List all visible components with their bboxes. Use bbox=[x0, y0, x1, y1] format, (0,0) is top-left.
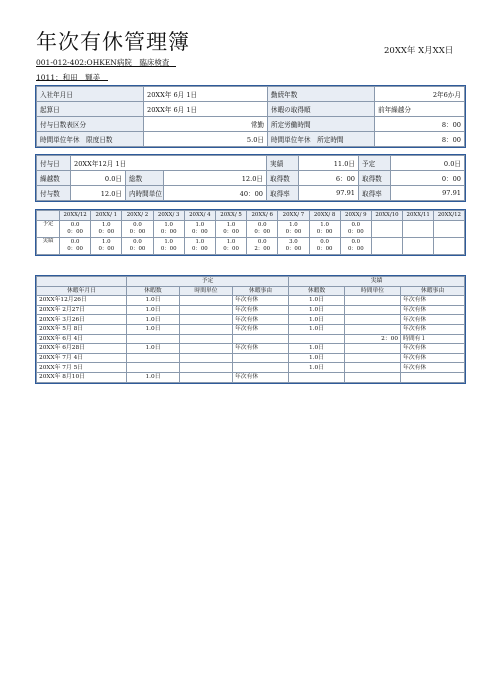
ledger-row bbox=[37, 305, 465, 315]
month-header: 20XX/ 5 bbox=[215, 211, 246, 221]
ledger-cell: 年次有休 bbox=[233, 372, 289, 382]
ledger-cell: 20XX年 5月 8日 bbox=[37, 324, 127, 334]
month-header: 20XX/ 1 bbox=[91, 211, 122, 221]
ledger-row bbox=[37, 334, 465, 344]
monthly-days: 1.0 bbox=[164, 239, 173, 245]
info-value: 20XX年 6月 1日 bbox=[144, 102, 268, 117]
document-date: 20XX年 X月XX日 bbox=[384, 46, 454, 56]
monthly-cell bbox=[215, 221, 246, 238]
ledger-row bbox=[37, 324, 465, 334]
ledger-row bbox=[37, 296, 465, 306]
monthly-cell bbox=[340, 221, 371, 238]
ledger-cell bbox=[180, 334, 233, 344]
monthly-hours: 0：00 bbox=[192, 246, 208, 252]
info-row bbox=[37, 102, 465, 117]
monthly-hours: 0：00 bbox=[223, 246, 239, 252]
ledger-cell: 1.0日 bbox=[289, 305, 345, 315]
monthly-days: 1.0 bbox=[195, 239, 205, 245]
info-label: 勤続年数 bbox=[268, 87, 375, 102]
monthly-cell bbox=[91, 221, 122, 238]
total-label: 総数 bbox=[126, 171, 164, 186]
ledger-cell: 年次有休 bbox=[401, 315, 465, 325]
ledger-cell: 1.0日 bbox=[289, 324, 345, 334]
monthly-cell bbox=[184, 238, 215, 255]
ledger-cell bbox=[180, 353, 233, 363]
monthly-cell bbox=[122, 238, 153, 255]
monthly-hours: 0：00 bbox=[160, 246, 177, 252]
info-value: 8：00 bbox=[375, 132, 465, 147]
carry-label: 繰越数 bbox=[37, 171, 71, 186]
monthly-hours: 2：00 bbox=[254, 246, 271, 252]
ledger-cell: 年次有休 bbox=[233, 324, 289, 334]
organization-label: 001-012-402:OHKEN病院 臨床検査 bbox=[36, 58, 170, 67]
ledger-cell: 20XX年 7月 5日 bbox=[37, 363, 127, 373]
monthly-days: 1.0 bbox=[101, 239, 111, 245]
monthly-cell bbox=[434, 221, 465, 238]
monthly-days: 3.0 bbox=[289, 239, 298, 245]
taken-actual-value: 6：00 bbox=[299, 171, 359, 186]
employee-underline bbox=[36, 80, 108, 81]
ledger-cell: 20XX年 3月26日 bbox=[37, 315, 127, 325]
monthly-hours: 0：00 bbox=[254, 229, 271, 235]
month-header: 20XX/ 6 bbox=[247, 211, 278, 221]
hourly-value: 40：00 bbox=[164, 186, 267, 201]
ledger-cell: 1.0日 bbox=[289, 363, 345, 373]
ledger-cell bbox=[127, 334, 180, 344]
info-row bbox=[37, 87, 465, 102]
monthly-days: 1.0 bbox=[289, 222, 298, 228]
ledger-cell: 1.0日 bbox=[127, 324, 180, 334]
ledger-row bbox=[37, 353, 465, 363]
page-title: 年次有休管理簿 bbox=[36, 30, 190, 54]
ledger-cell bbox=[180, 305, 233, 315]
leave-ledger-table bbox=[36, 276, 465, 383]
ledger-cell bbox=[345, 344, 401, 354]
monthly-cell bbox=[278, 221, 309, 238]
monthly-days: 0.0 bbox=[133, 222, 142, 228]
total-value: 12.0日 bbox=[164, 171, 267, 186]
monthly-days: 1.0 bbox=[164, 222, 173, 228]
month-header: 20XX/ 3 bbox=[153, 211, 184, 221]
monthly-cell bbox=[153, 238, 184, 255]
ledger-cell bbox=[289, 334, 345, 344]
ledger-cell bbox=[180, 372, 233, 382]
monthly-cell bbox=[91, 238, 122, 255]
monthly-row bbox=[37, 221, 465, 238]
ledger-cell: 年次有休 bbox=[401, 363, 465, 373]
monthly-days: 0.0 bbox=[133, 239, 142, 245]
monthly-cell bbox=[247, 221, 278, 238]
ledger-group-actual: 実績 bbox=[289, 277, 465, 287]
monthly-hours: 0：00 bbox=[347, 229, 364, 235]
ledger-column-header: 休暇事由 bbox=[401, 286, 465, 296]
monthly-cell bbox=[309, 221, 340, 238]
ledger-cell bbox=[289, 372, 345, 382]
ledger-cell bbox=[233, 353, 289, 363]
ledger-column-header: 休暇年月日 bbox=[37, 286, 127, 296]
monthly-days: 0.0 bbox=[257, 239, 267, 245]
monthly-hours: 0：00 bbox=[285, 229, 302, 235]
monthly-days: 1.0 bbox=[226, 222, 236, 228]
ledger-cell: 20XX年12月26日 bbox=[37, 296, 127, 306]
monthly-days: 1.0 bbox=[320, 222, 329, 228]
rate-label: 取得率 bbox=[267, 186, 299, 201]
ledger-cell bbox=[127, 363, 180, 373]
ledger-cell: 年次有休 bbox=[401, 324, 465, 334]
month-header: 20XX/ 2 bbox=[122, 211, 153, 221]
month-header: 20XX/ 8 bbox=[309, 211, 340, 221]
ledger-cell: 1.0日 bbox=[127, 344, 180, 354]
plan-value: 0.0日 bbox=[391, 156, 465, 171]
ledger-cell bbox=[180, 296, 233, 306]
ledger-cell: 1.0日 bbox=[289, 296, 345, 306]
ledger-row bbox=[37, 344, 465, 354]
monthly-hours: 0：00 bbox=[129, 229, 146, 235]
monthly-cell bbox=[153, 221, 184, 238]
monthly-corner bbox=[37, 211, 60, 221]
monthly-cell bbox=[215, 238, 246, 255]
ledger-cell bbox=[345, 353, 401, 363]
monthly-hours: 0：00 bbox=[98, 246, 115, 252]
monthly-hours: 0：00 bbox=[192, 229, 208, 235]
info-label: 休暇の取得順 bbox=[268, 102, 375, 117]
ledger-cell: 20XX年 2月27日 bbox=[37, 305, 127, 315]
ledger-corner bbox=[37, 277, 127, 287]
ledger-cell bbox=[345, 372, 401, 382]
info-label: 付与日数表区分 bbox=[37, 117, 144, 132]
info-value: 5.0日 bbox=[144, 132, 268, 147]
monthly-hours: 0：00 bbox=[316, 246, 333, 252]
ledger-cell bbox=[180, 315, 233, 325]
monthly-days: 0.0 bbox=[320, 239, 329, 245]
ledger-cell bbox=[180, 324, 233, 334]
info-value: 8：00 bbox=[375, 117, 465, 132]
info-row bbox=[37, 132, 465, 147]
monthly-cell bbox=[371, 238, 402, 255]
month-header: 20XX/11 bbox=[403, 211, 434, 221]
monthly-hours: 0：00 bbox=[67, 229, 83, 235]
ledger-cell: 時間有１ bbox=[401, 334, 465, 344]
ledger-cell: 2：00 bbox=[345, 334, 401, 344]
monthly-cell bbox=[60, 221, 91, 238]
carry-value: 0.0日 bbox=[71, 171, 126, 186]
monthly-cell bbox=[122, 221, 153, 238]
monthly-days: 0.0 bbox=[351, 239, 361, 245]
taken-plan-label: 取得数 bbox=[359, 171, 391, 186]
monthly-cell bbox=[434, 238, 465, 255]
info-label: 起算日 bbox=[37, 102, 144, 117]
info-row bbox=[37, 117, 465, 132]
ledger-column-header: 時間単位 bbox=[345, 286, 401, 296]
ledger-cell: 年次有休 bbox=[233, 344, 289, 354]
ledger-cell: 20XX年 7月 4日 bbox=[37, 353, 127, 363]
info-label: 所定労働時間 bbox=[268, 117, 375, 132]
ledger-cell bbox=[345, 324, 401, 334]
ledger-row bbox=[37, 372, 465, 382]
monthly-row-label: 予定 bbox=[37, 221, 60, 238]
info-value: 2年6か月 bbox=[375, 87, 465, 102]
taken-label: 取得数 bbox=[267, 171, 299, 186]
ledger-row bbox=[37, 363, 465, 373]
monthly-cell bbox=[247, 238, 278, 255]
monthly-cell bbox=[309, 238, 340, 255]
plan-label: 予定 bbox=[359, 156, 391, 171]
monthly-hours: 0：00 bbox=[160, 229, 177, 235]
ledger-cell bbox=[180, 344, 233, 354]
ledger-cell bbox=[233, 334, 289, 344]
employee-label: 1011：和田 輝美 bbox=[36, 73, 101, 82]
ledger-cell bbox=[401, 372, 465, 382]
ledger-cell: 年次有休 bbox=[233, 315, 289, 325]
grant-date-label: 付与日 bbox=[37, 156, 71, 171]
monthly-days: 1.0 bbox=[101, 222, 111, 228]
ledger-cell bbox=[233, 363, 289, 373]
ledger-column-header: 休暇事由 bbox=[233, 286, 289, 296]
monthly-cell bbox=[403, 238, 434, 255]
ledger-cell: 年次有休 bbox=[401, 344, 465, 354]
ledger-cell: 年次有休 bbox=[401, 296, 465, 306]
info-label: 入社年月日 bbox=[37, 87, 144, 102]
monthly-cell bbox=[184, 221, 215, 238]
hourly-label: 内時間単位 bbox=[126, 186, 164, 201]
grant-value: 12.0日 bbox=[71, 186, 126, 201]
grant-date-value: 20XX年12月 1日 bbox=[71, 156, 267, 171]
ledger-row bbox=[37, 315, 465, 325]
monthly-usage-table bbox=[36, 210, 465, 255]
ledger-column-header: 休暇数 bbox=[127, 286, 180, 296]
monthly-days: 0.0 bbox=[70, 222, 80, 228]
ledger-cell bbox=[127, 353, 180, 363]
info-value: 20XX年 6月 1日 bbox=[144, 87, 268, 102]
ledger-cell: 1.0日 bbox=[289, 315, 345, 325]
ledger-cell: 1.0日 bbox=[127, 315, 180, 325]
monthly-days: 1.0 bbox=[226, 239, 236, 245]
ledger-cell bbox=[345, 305, 401, 315]
month-header: 20XX/12 bbox=[60, 211, 91, 221]
monthly-days: 1.0 bbox=[195, 222, 205, 228]
monthly-cell bbox=[60, 238, 91, 255]
monthly-cell bbox=[403, 221, 434, 238]
ledger-cell bbox=[345, 363, 401, 373]
ledger-cell bbox=[345, 315, 401, 325]
ledger-cell: 1.0日 bbox=[289, 353, 345, 363]
ledger-cell: 年次有休 bbox=[233, 305, 289, 315]
ledger-cell: 20XX年 6月 4日 bbox=[37, 334, 127, 344]
ledger-column-header: 休暇数 bbox=[289, 286, 345, 296]
monthly-row bbox=[37, 238, 465, 255]
monthly-hours: 0：00 bbox=[98, 229, 115, 235]
ledger-cell: 年次有休 bbox=[401, 305, 465, 315]
actual-value: 11.0日 bbox=[299, 156, 359, 171]
monthly-hours: 0：00 bbox=[285, 246, 302, 252]
month-header: 20XX/ 9 bbox=[340, 211, 371, 221]
ledger-cell: 年次有休 bbox=[401, 353, 465, 363]
ledger-cell: 年次有休 bbox=[233, 296, 289, 306]
ledger-cell: 1.0日 bbox=[289, 344, 345, 354]
month-header: 20XX/12 bbox=[434, 211, 465, 221]
grant-label: 付与数 bbox=[37, 186, 71, 201]
monthly-hours: 0：00 bbox=[316, 229, 333, 235]
monthly-hours: 0：00 bbox=[129, 246, 146, 252]
info-label: 時間単位年休 限度日数 bbox=[37, 132, 144, 147]
ledger-group-plan: 予定 bbox=[127, 277, 289, 287]
info-label: 時間単位年休 所定時間 bbox=[268, 132, 375, 147]
month-header: 20XX/ 4 bbox=[184, 211, 215, 221]
monthly-hours: 0：00 bbox=[223, 229, 239, 235]
ledger-cell: 1.0日 bbox=[127, 305, 180, 315]
actual-label: 実績 bbox=[267, 156, 299, 171]
employee-info-table bbox=[36, 86, 465, 147]
ledger-cell bbox=[345, 296, 401, 306]
ledger-cell: 1.0日 bbox=[127, 296, 180, 306]
monthly-days: 0.0 bbox=[70, 239, 80, 245]
info-value: 常勤 bbox=[144, 117, 268, 132]
monthly-cell bbox=[371, 221, 402, 238]
ledger-column-header: 時間単位 bbox=[180, 286, 233, 296]
month-header: 20XX/ 7 bbox=[278, 211, 309, 221]
monthly-row-label: 実績 bbox=[37, 238, 60, 255]
taken-plan-value: 0：00 bbox=[391, 171, 465, 186]
ledger-cell: 20XX年 6月28日 bbox=[37, 344, 127, 354]
rate-actual-value: 97.91 bbox=[299, 186, 359, 201]
monthly-cell bbox=[278, 238, 309, 255]
grant-summary-table bbox=[36, 155, 465, 201]
organization-underline bbox=[36, 66, 176, 67]
monthly-hours: 0：00 bbox=[347, 246, 364, 252]
monthly-hours: 0：00 bbox=[67, 246, 83, 252]
monthly-days: 0.0 bbox=[351, 222, 361, 228]
ledger-cell bbox=[180, 363, 233, 373]
info-value: 前年繰越分 bbox=[375, 102, 465, 117]
ledger-cell: 20XX年 8月10日 bbox=[37, 372, 127, 382]
ledger-cell: 1.0日 bbox=[127, 372, 180, 382]
monthly-cell bbox=[340, 238, 371, 255]
month-header: 20XX/10 bbox=[371, 211, 402, 221]
rate-plan-value: 97.91 bbox=[391, 186, 465, 201]
monthly-days: 0.0 bbox=[257, 222, 267, 228]
rate-plan-label: 取得率 bbox=[359, 186, 391, 201]
